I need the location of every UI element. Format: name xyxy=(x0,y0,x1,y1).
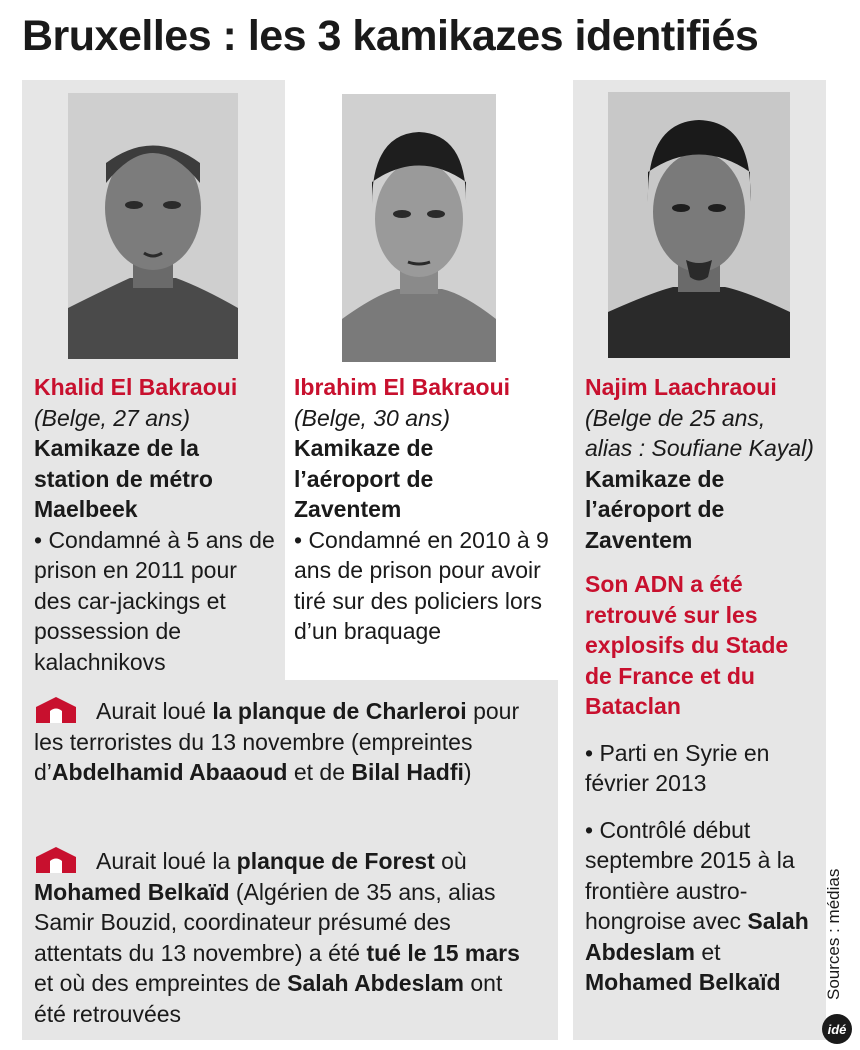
suspect-role: Kamikaze de l’aéroport de Zaventem xyxy=(294,435,434,522)
suspect-meta: (Belge, 27 ans) xyxy=(34,404,190,431)
sources-credit: Sources : médias xyxy=(824,868,843,1000)
house-icon xyxy=(34,695,78,723)
portrait-ibrahim xyxy=(342,94,496,362)
ide-logo: idé xyxy=(822,1014,852,1044)
forest-text-3: (Algérien de 35 ans, alias Samir Bouzid, coordinateur présumé des attentats du 13 novembre) a été xyxy=(34,878,496,966)
forest-text-5: ont été retrouvées xyxy=(34,970,503,1027)
fact-control xyxy=(585,815,817,998)
charleroi-text-1: Aurait loué xyxy=(96,698,213,724)
suspect-details: • Condamné en 2010 à 9 ans de prison pour avoir tiré sur des policiers lors d’un braquage xyxy=(294,526,549,644)
photo-ibrahim xyxy=(342,94,496,362)
suspect-name: Najim Laachraoui xyxy=(585,374,777,400)
photo-najim xyxy=(608,92,790,358)
forest-bold-1: planque de Forest xyxy=(236,848,435,874)
forest-bold-2: Mohamed Belkaïd xyxy=(34,878,230,905)
fact-syria: • Parti en Syrie en février 2013 xyxy=(585,739,770,796)
house-icon xyxy=(34,845,78,873)
profile-ibrahim xyxy=(294,372,556,647)
suspect-details: • Condamné à 5 ans de prison en 2011 pour des car-jackings et possession de kalachnikovs xyxy=(34,526,275,675)
forest-text-1: Aurait loué la xyxy=(96,848,237,874)
suspect-name: Ibrahim El Bakraoui xyxy=(294,374,511,400)
charleroi-bold-1: la planque de Charleroi xyxy=(212,698,467,724)
portrait-khalid xyxy=(68,93,238,359)
charleroi-bold-2: Abdelhamid Abaaoud xyxy=(51,759,288,785)
suspect-meta: (Belge, 30 ans) xyxy=(294,404,450,431)
suspect-meta: (Belge de 25 ans, alias : Soufiane Kayal) xyxy=(585,404,814,461)
photo-khalid xyxy=(68,93,238,359)
fact-name-belkaid: Mohamed Belkaïd xyxy=(585,969,781,995)
charleroi-text-2: pour les terroristes du 13 novembre (empreintes d’ xyxy=(34,698,520,785)
portrait-najim xyxy=(608,92,790,358)
dna-highlight: Son ADN a été retrouvé sur les explosifs du Stade de France et du Bataclan xyxy=(585,571,789,719)
suspect-role: Kamikaze de l’aéroport de Zaventem xyxy=(585,465,725,553)
suspect-role: Kamikaze de la station de métro Maelbeek xyxy=(34,435,213,522)
charleroi-bold-3: Bilal Hadfi xyxy=(351,759,464,785)
forest-text-4: et où des empreintes de xyxy=(34,970,288,996)
forest-note xyxy=(34,845,534,1029)
suspect-name: Khalid El Bakraoui xyxy=(34,374,238,400)
charleroi-text-3: et de xyxy=(287,759,352,785)
forest-bold-3: tué le 15 mars xyxy=(366,939,520,966)
page-title: Bruxelles : les 3 kamikazes identifiés xyxy=(22,12,759,60)
charleroi-note xyxy=(34,695,534,788)
fact-control-text: • Contrôlé début septembre 2015 à la frontière austro-hongroise avec xyxy=(585,816,795,934)
charleroi-text-4: ) xyxy=(463,759,472,785)
fact-name-salah: Salah Abdeslam xyxy=(585,908,809,965)
profile-najim xyxy=(585,372,817,998)
forest-text-2: où xyxy=(434,848,467,874)
forest-bold-4: Salah Abdeslam xyxy=(287,970,464,996)
profile-khalid xyxy=(34,372,279,677)
fact-and: et xyxy=(701,938,721,965)
